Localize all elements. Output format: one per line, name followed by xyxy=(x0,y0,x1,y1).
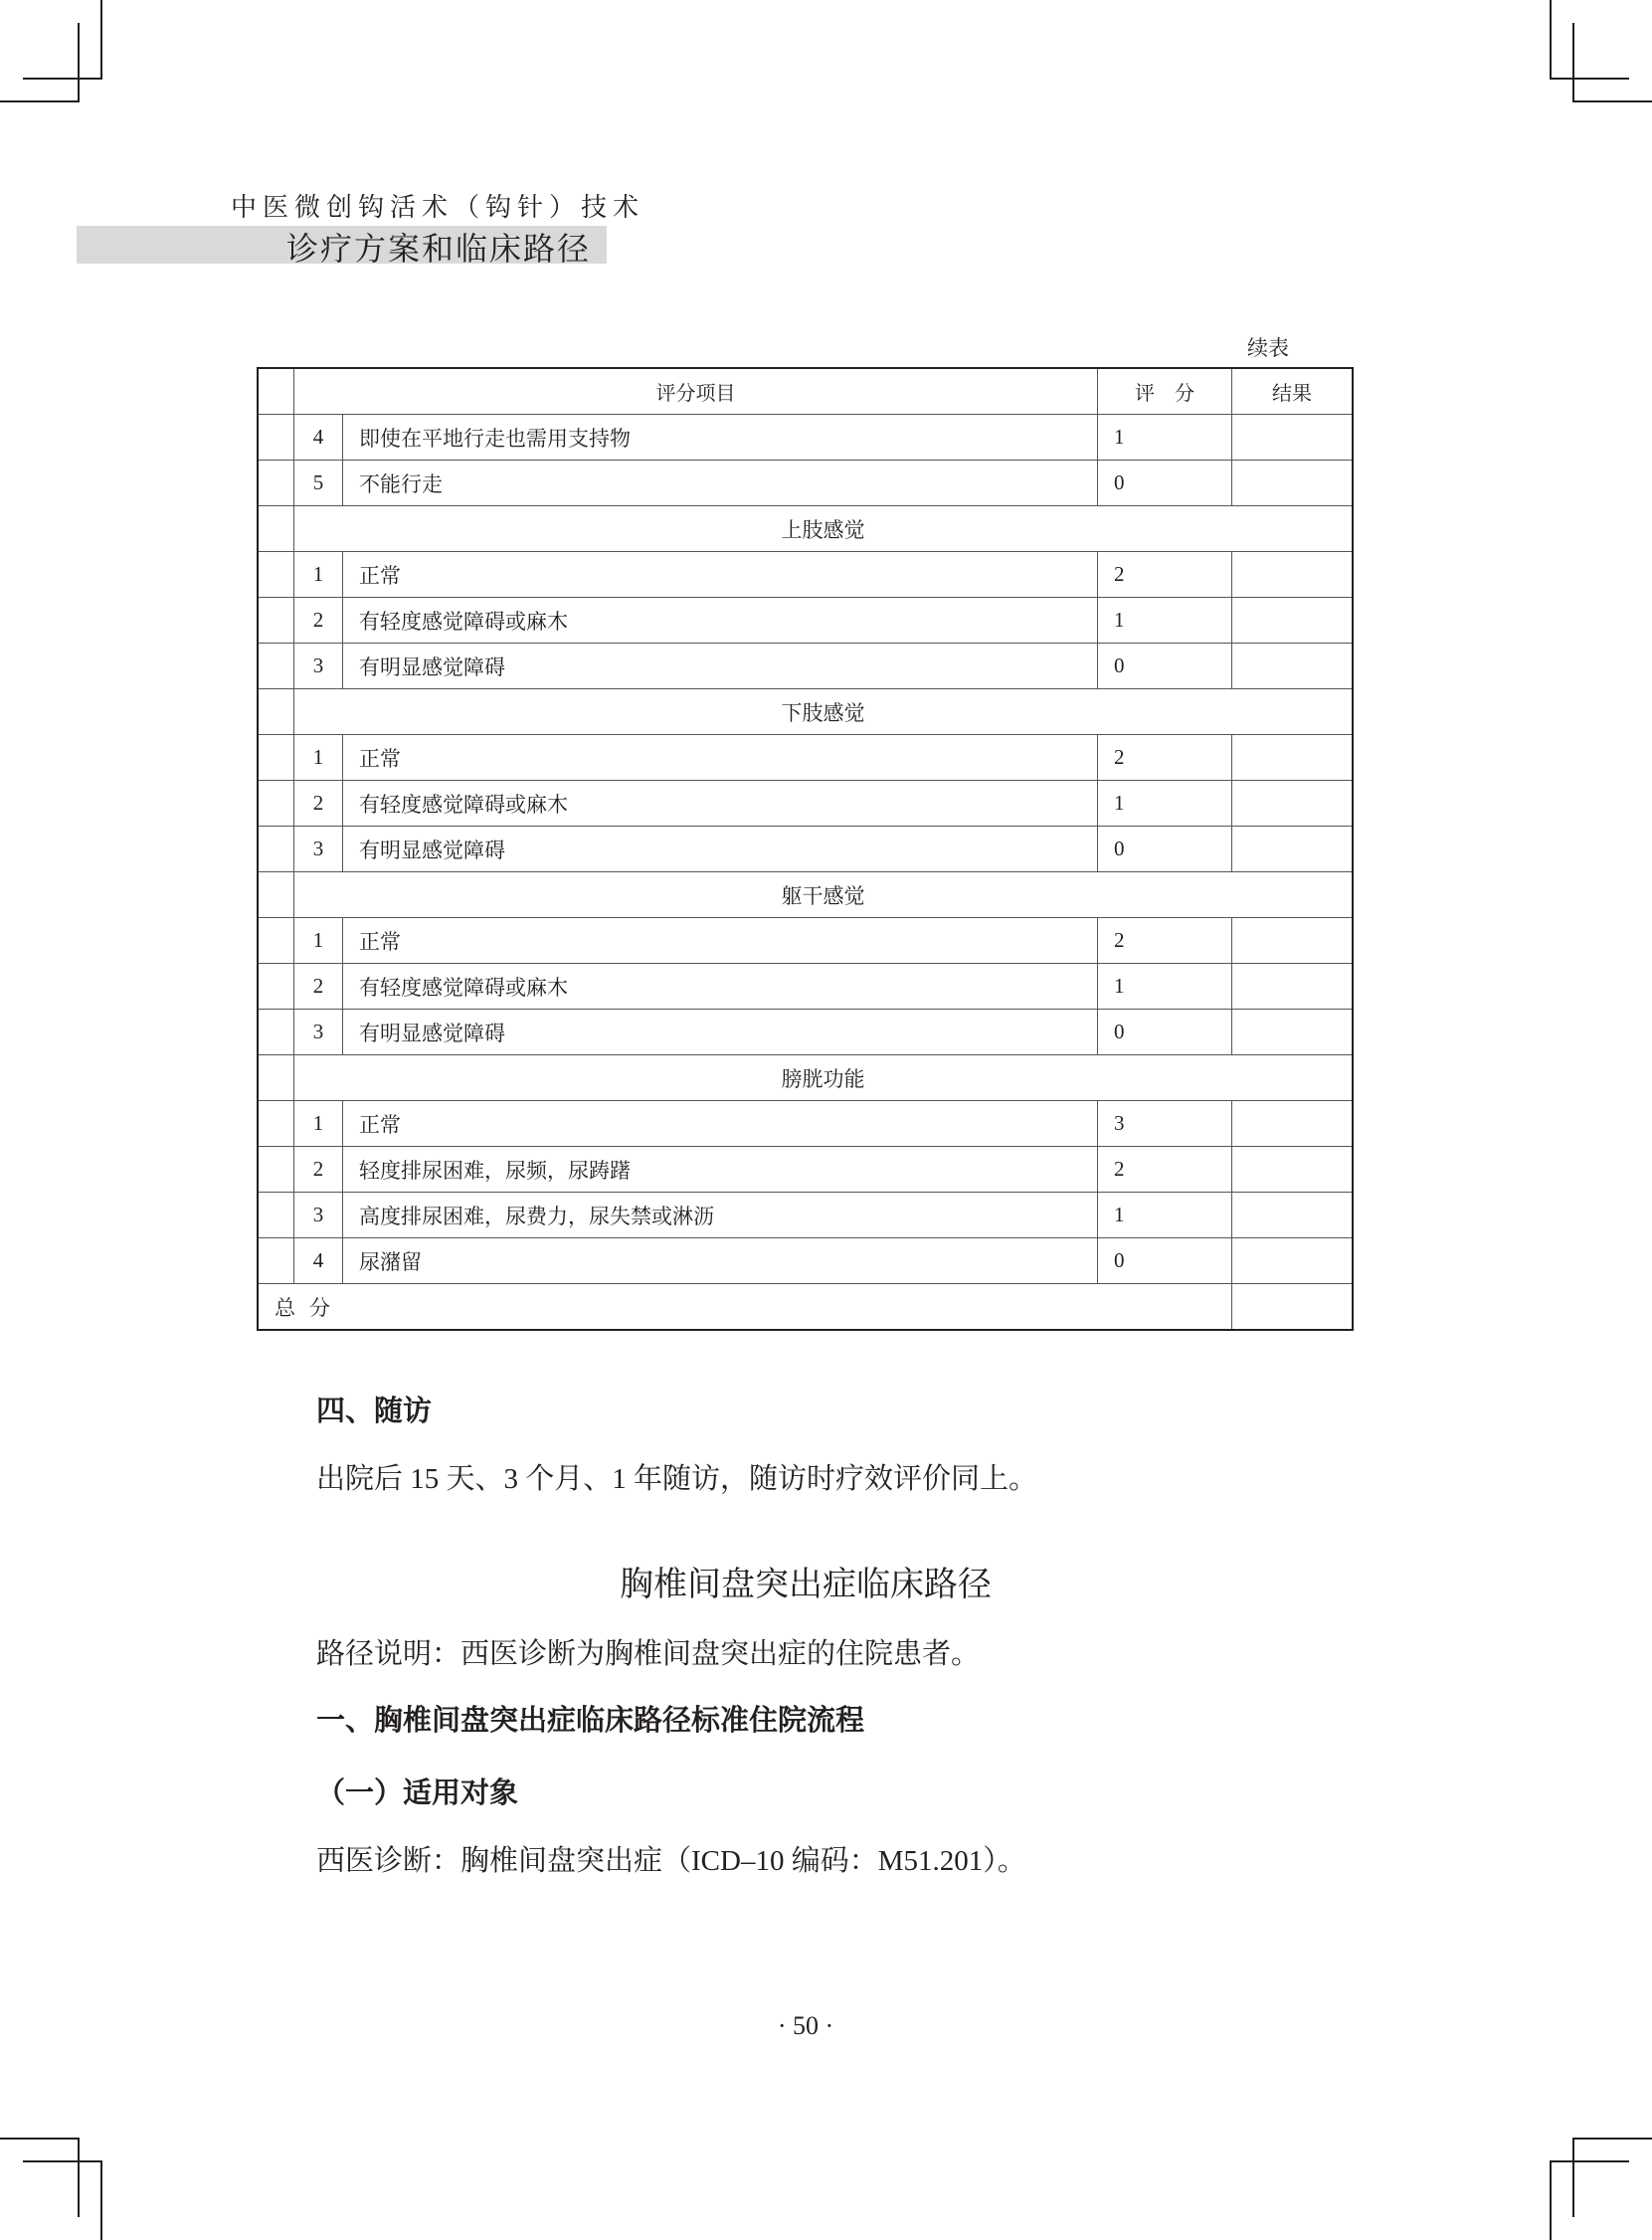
blank-cell xyxy=(258,1193,294,1238)
table-row xyxy=(258,735,1353,781)
item-number: 2 xyxy=(294,964,343,1010)
item-number: 2 xyxy=(294,598,343,644)
blank-cell xyxy=(258,415,294,461)
section-label: 下肢感觉 xyxy=(294,689,1354,735)
blank-cell xyxy=(258,964,294,1010)
item-score: 0 xyxy=(1098,644,1232,689)
page-number: · 50 · xyxy=(777,2011,834,2040)
table-row xyxy=(258,827,1353,872)
item-text: 有明显感觉障碍 xyxy=(343,827,1098,872)
item-number: 3 xyxy=(294,1193,343,1238)
blank-cell xyxy=(258,735,294,781)
followup-text: 出院后 15 天、3 个月、1 年随访，随访时疗效评价同上。 xyxy=(316,1463,1038,1495)
item-result xyxy=(1232,1147,1354,1193)
item-result xyxy=(1232,1010,1354,1055)
item-text: 轻度排尿困难，尿频，尿踌躇 xyxy=(343,1147,1098,1193)
table-row xyxy=(258,1147,1353,1193)
item-score: 1 xyxy=(1098,781,1232,827)
item-number: 1 xyxy=(294,918,343,964)
table-row xyxy=(258,461,1353,506)
item-text: 高度排尿困难，尿费力，尿失禁或淋沥 xyxy=(343,1193,1098,1238)
blank-cell xyxy=(258,644,294,689)
table-row xyxy=(258,781,1353,827)
table-row xyxy=(258,552,1353,598)
blank-cell xyxy=(258,872,294,918)
score-table xyxy=(257,367,1354,1331)
item-result xyxy=(1232,552,1354,598)
path-title: 胸椎间盘突出症临床路径 xyxy=(620,1565,992,1604)
item-text: 正常 xyxy=(343,1101,1098,1147)
item-score: 0 xyxy=(1098,1010,1232,1055)
section-row xyxy=(258,872,1353,918)
item-result xyxy=(1232,964,1354,1010)
table-row xyxy=(258,964,1353,1010)
blank-cell xyxy=(258,1101,294,1147)
item-score: 2 xyxy=(1098,1147,1232,1193)
section-label: 上肢感觉 xyxy=(294,506,1354,552)
item-score: 0 xyxy=(1098,1238,1232,1284)
item-number: 3 xyxy=(294,1010,343,1055)
item-number: 4 xyxy=(294,1238,343,1284)
book-subtitle: 诊疗方案和临床路径 xyxy=(286,230,592,268)
item-text: 有轻度感觉障碍或麻木 xyxy=(343,781,1098,827)
item-score: 1 xyxy=(1098,1193,1232,1238)
item-result xyxy=(1232,1238,1354,1284)
followup-heading: 四、随访 xyxy=(316,1394,433,1427)
item-score: 0 xyxy=(1098,461,1232,506)
item-number: 4 xyxy=(294,415,343,461)
blank-cell xyxy=(258,598,294,644)
blank-cell xyxy=(258,689,294,735)
table-row xyxy=(258,644,1353,689)
item-result xyxy=(1232,1193,1354,1238)
sub1-heading: （一）适用对象 xyxy=(316,1775,519,1809)
item-number: 1 xyxy=(294,735,343,781)
item-text: 有轻度感觉障碍或麻木 xyxy=(343,598,1098,644)
item-score: 1 xyxy=(1098,964,1232,1010)
blank-cell xyxy=(258,461,294,506)
table-row xyxy=(258,1101,1353,1147)
item-score: 0 xyxy=(1098,827,1232,872)
book-title: 中医微创钩活术（钩针）技术 xyxy=(231,193,645,223)
item-score: 1 xyxy=(1098,415,1232,461)
table-row xyxy=(258,918,1353,964)
section-label: 膀胱功能 xyxy=(294,1055,1354,1101)
blank-cell xyxy=(258,781,294,827)
table-row xyxy=(258,1010,1353,1055)
item-result xyxy=(1232,918,1354,964)
path-note: 路径说明：西医诊断为胸椎间盘突出症的住院患者。 xyxy=(316,1638,981,1670)
table-row xyxy=(258,598,1353,644)
item-number: 5 xyxy=(294,461,343,506)
blank-cell xyxy=(258,1055,294,1101)
item-number: 2 xyxy=(294,1147,343,1193)
header-blank-cell xyxy=(258,368,294,415)
table-row xyxy=(258,1193,1353,1238)
item-score: 2 xyxy=(1098,552,1232,598)
item-result xyxy=(1232,827,1354,872)
table-continued-label: 续表 xyxy=(1247,336,1289,360)
blank-cell xyxy=(258,918,294,964)
item-result xyxy=(1232,644,1354,689)
item-result xyxy=(1232,598,1354,644)
table-row xyxy=(258,415,1353,461)
blank-cell xyxy=(258,1147,294,1193)
table-row xyxy=(258,1238,1353,1284)
item-result xyxy=(1232,735,1354,781)
item-number: 1 xyxy=(294,552,343,598)
blank-cell xyxy=(258,552,294,598)
blank-cell xyxy=(258,506,294,552)
column-header-result: 结果 xyxy=(1232,368,1354,415)
item-score: 2 xyxy=(1098,735,1232,781)
item-number: 1 xyxy=(294,1101,343,1147)
column-header-item: 评分项目 xyxy=(294,368,1098,415)
section-row xyxy=(258,689,1353,735)
item-result xyxy=(1232,415,1354,461)
item-score: 2 xyxy=(1098,918,1232,964)
item-number: 2 xyxy=(294,781,343,827)
blank-cell xyxy=(258,827,294,872)
blank-cell xyxy=(258,1010,294,1055)
item-text: 有明显感觉障碍 xyxy=(343,1010,1098,1055)
total-result-cell xyxy=(1232,1284,1354,1331)
item-score: 1 xyxy=(1098,598,1232,644)
sub1-text: 西医诊断：胸椎间盘突出症（ICD–10 编码：M51.201）。 xyxy=(316,1845,1026,1877)
item-text: 尿潴留 xyxy=(343,1238,1098,1284)
item-result xyxy=(1232,781,1354,827)
section-label: 躯干感觉 xyxy=(294,872,1354,918)
item-result xyxy=(1232,461,1354,506)
item-result xyxy=(1232,1101,1354,1147)
section1-heading: 一、胸椎间盘突出症临床路径标准住院流程 xyxy=(316,1703,865,1737)
item-number: 3 xyxy=(294,827,343,872)
table-header-row xyxy=(258,368,1353,415)
item-score: 3 xyxy=(1098,1101,1232,1147)
column-header-score: 评 分 xyxy=(1098,368,1232,415)
item-text: 正常 xyxy=(343,735,1098,781)
item-text: 有轻度感觉障碍或麻木 xyxy=(343,964,1098,1010)
item-text: 不能行走 xyxy=(343,461,1098,506)
item-text: 正常 xyxy=(343,918,1098,964)
section-row xyxy=(258,506,1353,552)
section-row xyxy=(258,1055,1353,1101)
total-label: 总分 xyxy=(258,1284,1232,1331)
blank-cell xyxy=(258,1238,294,1284)
item-text: 有明显感觉障碍 xyxy=(343,644,1098,689)
item-number: 3 xyxy=(294,644,343,689)
item-text: 即使在平地行走也需用支持物 xyxy=(343,415,1098,461)
total-row xyxy=(258,1284,1353,1331)
item-text: 正常 xyxy=(343,552,1098,598)
